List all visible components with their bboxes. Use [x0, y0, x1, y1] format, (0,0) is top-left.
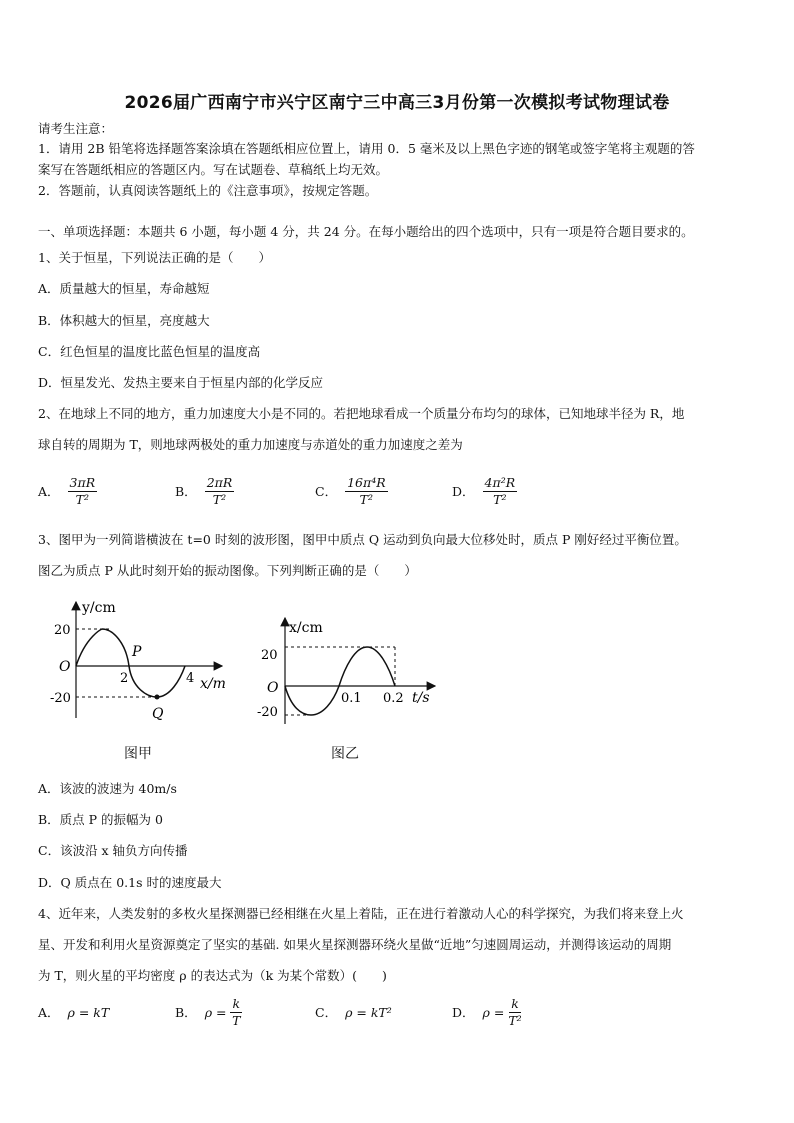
fig-a-origin: O	[59, 659, 71, 675]
q3-stem: 3、图甲为一列简谐横波在 t=0 时刻的波形图，图甲中质点 Q 运动到负向最大位移处时，质点 P 刚好经过平衡位置。	[38, 532, 687, 547]
fig-a-tick-4: 4	[186, 671, 195, 686]
q2-option-c: C． $\frac{\text{16π⁴R}}{\text{T²}}$	[315, 474, 386, 507]
q4-stem-cont: 星、开发和利用火星资源奠定了坚实的基础. 如果火星探测器环绕火星做“近地”匀速圆周运动，并测得该运动的周期	[38, 937, 672, 952]
q2-stem-cont: 球自转的周期为 T，则地球两极处的重力加速度与赤道处的重力加速度之差为	[38, 437, 463, 452]
section-heading: 一、单项选择题：本题共 6 小题，每小题 4 分，共 24 分。在每小题给出的四个选项中，只有一项是符合题目要求的。	[38, 224, 694, 239]
figure-a-wave-graph	[40, 598, 240, 723]
q4-option-d: D． ρ = $\frac{k}{\text{T²}}$	[452, 995, 522, 1028]
q1-stem: 1、关于恒星，下列说法正确的是（ ）	[38, 250, 271, 265]
notice-item-1: 1．请用 2B 铅笔将选择题答案涂填在答题纸相应位置上，请用 0．5 毫米及以上黑色字迹的钢笔或签字笔将主观题的答	[38, 141, 695, 156]
q4-option-b: B． ρ = $\frac{k}{T}$	[175, 995, 241, 1028]
fig-b-origin: O	[267, 680, 279, 696]
q2-option-b: B． $\frac{2\pi R}{\text{T²}}$	[175, 474, 233, 507]
q1-option-a: A．质量越大的恒星，寿命越短	[38, 281, 210, 296]
fig-b-y-bot: -20	[257, 705, 278, 720]
fig-a-label-p: P	[132, 644, 142, 660]
q4-option-c: C． ρ = kT²	[315, 1004, 392, 1020]
page-title: 2026届广西南宁市兴宁区南宁三中高三3月份第一次模拟考试物理试卷	[124, 93, 670, 113]
fig-a-y-top: 20	[54, 623, 71, 638]
q4-stem: 4、近年来，人类发射的多枚火星探测器已经相继在火星上着陆，正在进行着激动人心的科学探究，为我们将来登上火	[38, 906, 684, 921]
q3-option-c: C．该波沿 x 轴负方向传播	[38, 843, 188, 858]
q1-option-b: B．体积越大的恒星，亮度越大	[38, 313, 210, 328]
fig-b-tick-01: 0.1	[341, 691, 362, 706]
notice-item-2: 2．答题前，认真阅读答题纸上的《注意事项》，按规定答题。	[38, 183, 378, 198]
q2-option-d: D． $\frac{\text{4π²R}}{\text{T²}}$	[452, 474, 516, 507]
figure-b-vibration-graph	[255, 612, 455, 727]
fig-b-curve	[285, 647, 395, 715]
fig-a-y-bot: -20	[50, 691, 71, 706]
q4-option-a: A． ρ = kT	[38, 1004, 110, 1020]
fig-a-ylabel: y/cm	[82, 600, 116, 616]
fig-b-tick-02: 0.2	[383, 691, 404, 706]
notice-heading: 请考生注意：	[38, 121, 114, 136]
fig-b-y-top: 20	[261, 648, 278, 663]
q3-option-a: A．该波的波速为 40m/s	[38, 781, 177, 796]
q4-options	[38, 994, 758, 1034]
q3-option-d: D．Q 质点在 0.1s 时的速度最大	[38, 875, 222, 890]
fig-a-point-q	[155, 695, 160, 700]
fig-a-label-q: Q	[152, 706, 164, 722]
q3-option-b: B．质点 P 的振幅为 0	[38, 812, 163, 827]
q3-stem-cont: 图乙为质点 P 从此时刻开始的振动图像。下列判断正确的是（ ）	[38, 563, 417, 578]
q2-options	[38, 473, 758, 513]
q1-option-d: D．恒星发光、发热主要来自于恒星内部的化学反应	[38, 375, 324, 390]
fig-b-xlabel: t/s	[412, 690, 430, 706]
fig-a-caption: 图甲	[124, 746, 152, 762]
q1-option-c: C．红色恒星的温度比蓝色恒星的温度高	[38, 344, 261, 359]
fig-a-xlabel: x/m	[200, 676, 226, 692]
fig-b-ylabel: x/cm	[289, 620, 323, 636]
q2-stem: 2、在地球上不同的地方，重力加速度大小是不同的。若把地球看成一个质量分布均匀的球体，已知地球半径为 R，地	[38, 406, 685, 421]
fig-a-wave-curve	[76, 629, 185, 697]
fig-b-caption: 图乙	[331, 746, 359, 762]
fig-a-tick-2: 2	[120, 671, 129, 686]
q2-option-a: A． $\frac{3\pi R}{\text{T²}}$	[38, 474, 96, 507]
q4-stem-cont-2: 为 T，则火星的平均密度 ρ 的表达式为（k 为某个常数）( )	[38, 968, 387, 983]
notice-item-1-cont: 案写在答题纸相应的答题区内。写在试题卷、草稿纸上均无效。	[38, 162, 389, 177]
